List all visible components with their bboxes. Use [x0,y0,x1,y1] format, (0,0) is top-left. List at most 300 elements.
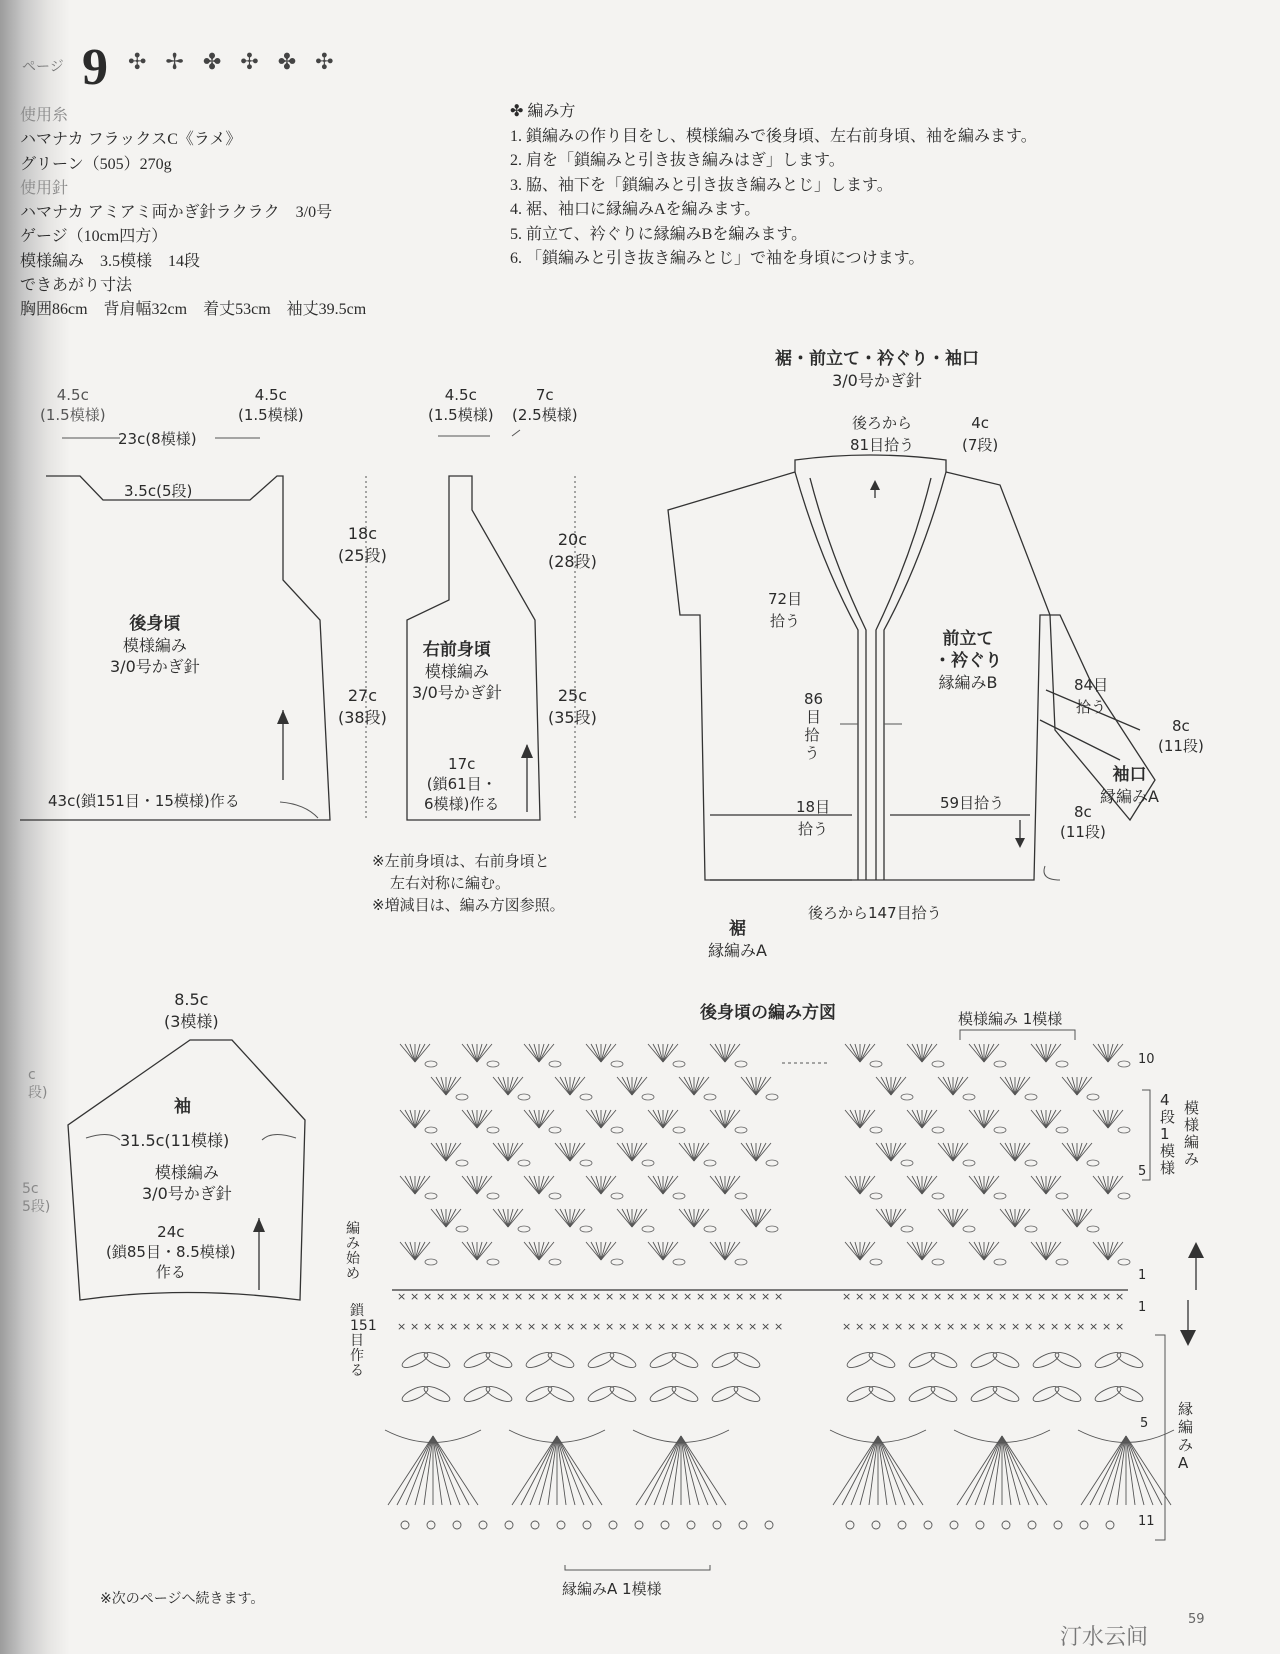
stitch-mark [436,1077,446,1095]
leaf-mark [929,1350,959,1371]
front-neck-width [512,386,578,425]
single-crochet-mark: × [894,1290,904,1303]
leaf-mark [991,1384,1021,1405]
chain-mark [642,1160,654,1166]
band-title: 前立て [942,629,994,649]
chain-mark [1056,1193,1068,1199]
single-crochet-mark: × [972,1320,982,1333]
leaf-mark [732,1350,762,1371]
fan-stitch-mark [521,1436,557,1505]
stitch-mark [694,1209,704,1227]
stitch-mark [467,1110,477,1128]
dim-text: (38段) [338,708,387,727]
chain-mark [487,1259,499,1265]
single-crochet-mark: × [618,1320,628,1333]
hook-label: 3/0号かぎ針 [832,371,922,390]
picot-mark [609,1521,617,1529]
single-crochet-mark: × [1037,1290,1047,1303]
chain-mark [870,1061,882,1067]
cuff-label [1100,764,1159,808]
stitch-mark [974,1176,984,1194]
stitch-mark [922,1242,932,1260]
instruction-step: 2. 肩を「鎖編みと引き抜き編みはぎ」します。 [510,152,845,169]
dim-text: 8.5c [174,990,209,1009]
stitch-mark [694,1143,704,1161]
single-crochet-mark: × [855,1320,865,1333]
stitch-mark [725,1044,735,1062]
stitch-label: 模様編み [122,636,187,655]
single-crochet-mark: × [553,1320,563,1333]
single-crochet-mark: × [592,1320,602,1333]
front-shoulder-width [428,386,494,425]
chain-mark [901,1226,913,1232]
chain-mark [611,1061,623,1067]
single-crochet-mark: × [605,1320,615,1333]
back-neck-depth: 3.5c(5段) [124,482,193,500]
single-crochet-mark: × [842,1320,852,1333]
single-crochet-mark: × [881,1290,891,1303]
stitch-mark [1046,1044,1056,1062]
stitch-mark [1067,1077,1077,1095]
pickup-86 [804,690,823,762]
rows-repeat-label-2: 模様編み [1184,1099,1200,1168]
sleeve-base [106,1222,236,1282]
chain-mark [642,1094,654,1100]
single-crochet-mark: × [644,1320,654,1333]
chain-mark [456,1160,468,1166]
chain-mark [487,1061,499,1067]
continued-note: ※次のページへ続きます。 [100,1591,265,1607]
chain-mark [1056,1061,1068,1067]
up-arrow-icon [521,744,533,758]
single-crochet-mark: × [436,1320,446,1333]
chain-mark [1118,1127,1130,1133]
single-crochet-mark: × [946,1290,956,1303]
stitch-mark [746,1077,756,1095]
chain-mark [456,1094,468,1100]
fan-stitch-mark [984,1436,1002,1505]
back-body-label [110,614,200,677]
edge-repeat-brace [565,1565,710,1570]
flower-icon: ✤ [510,103,524,120]
stitch-mark [1015,1077,1025,1095]
chain-mark [1025,1160,1037,1166]
repeat-brace [960,1030,1075,1040]
picot-mark [1002,1521,1010,1529]
picot-mark [1106,1521,1114,1529]
stitch-mark [974,1242,984,1260]
chain-mark [1118,1193,1130,1199]
stitch-mark [436,1143,446,1161]
stitch-mark [1077,1209,1087,1227]
stitch-mark [529,1242,539,1260]
stitch-mark [746,1209,756,1227]
front-body-label [412,640,502,703]
instruction-step: 3. 脇、袖下を「鎖編みと引き抜き編みとじ」します。 [510,176,893,194]
fan-stitch-mark [397,1436,433,1505]
single-crochet-mark: × [1076,1320,1086,1333]
single-crochet-mark: × [972,1290,982,1303]
chain-mark [673,1127,685,1133]
stitch-mark [539,1176,549,1194]
watermark-text: 汀水云间 [1060,1625,1149,1650]
assembly-title [775,348,979,392]
chain-mark [425,1259,437,1265]
fan-stitch-mark [433,1436,451,1505]
dim-text: 18c [347,524,377,543]
single-crochet-mark: × [1115,1320,1125,1333]
stitch-mark [539,1110,549,1128]
down-arrow-icon [1180,1330,1196,1346]
down-arrow-icon [1015,838,1025,848]
instruction-step: 6. 「鎖編みと引き抜き編みとじ」で袖を身頃につけます。 [510,250,925,267]
stitch-mark [601,1242,611,1260]
stitch-mark [984,1242,994,1260]
note-line: 左右対称に編む。 [390,874,511,892]
stitch-mark [539,1242,549,1260]
fan-stitch-mark [663,1436,681,1505]
stitch-mark [405,1044,415,1062]
stitch-mark [1036,1110,1046,1128]
stitch-mark [601,1110,611,1128]
stitch-mark [684,1143,694,1161]
dim-text: 目 [806,708,822,726]
single-crochet-mark: × [1011,1320,1021,1333]
material-line: ハマナカ アミアミ両かぎ針ラクラク 3/0号 [20,204,333,222]
stitch-mark [529,1044,539,1062]
front-body-title: 右前身頃 [422,640,491,660]
single-crochet-mark: × [436,1290,446,1303]
stitch-mark [591,1044,601,1062]
leaf-mark [546,1384,576,1405]
stitch-mark [632,1143,642,1161]
dim-text: (7段) [962,436,999,454]
hook-label: 3/0号かぎ針 [412,683,502,702]
chain-mark [766,1094,778,1100]
note-line: ※左前身頃は、右前身頃と [372,852,550,870]
chain-mark [766,1160,778,1166]
stitch-mark [1015,1143,1025,1161]
material-line: 胸囲86cm 背肩幅32cm 着丈53cm 袖丈39.5cm [20,301,367,319]
chain-mark [704,1160,716,1166]
single-crochet-mark: × [657,1320,667,1333]
stitch-mark [922,1176,932,1194]
hook-label: 3/0号かぎ針 [110,657,200,676]
up-arrow-icon [277,710,289,724]
single-crochet-mark: × [761,1290,771,1303]
single-crochet-mark: × [709,1290,719,1303]
stitch-mark [653,1242,663,1260]
single-crochet-mark: × [722,1320,732,1333]
dim-text: 5段) [22,1199,51,1215]
dim-text: (鎖61目・ [426,775,497,793]
single-crochet-mark: × [709,1320,719,1333]
stitch-mark [1036,1176,1046,1194]
single-crochet-mark: × [475,1320,485,1333]
row-number: 10 [1138,1052,1155,1067]
chain-mark [425,1193,437,1199]
sleeve-mid-width: 31.5c(11模様) [120,1131,230,1150]
dim-text: (1.5模様) [40,406,106,424]
picot-mark [661,1521,669,1529]
row-number: 1 [1138,1300,1147,1315]
single-crochet-mark: × [907,1290,917,1303]
stitch-mark [405,1110,415,1128]
picot-mark [401,1521,409,1529]
stitch-mark [912,1242,922,1260]
chain-mark [1118,1061,1130,1067]
chain-mark [704,1226,716,1232]
leaf-mark [1053,1384,1083,1405]
stitch-mark [477,1110,487,1128]
stitch-mark [1108,1176,1118,1194]
leaf-mark [484,1384,514,1405]
row-number: 1 [1138,1268,1147,1283]
dim-text: 6模様)作る [424,795,500,813]
stitch-mark [415,1242,425,1260]
edge-label: 縁編みA [1100,787,1159,806]
stitch-mark [1005,1209,1015,1227]
stitch-label: 模様編み [154,1163,219,1182]
dim-text: (25段) [338,546,387,565]
stitch-mark [684,1209,694,1227]
single-crochet-mark: × [657,1290,667,1303]
chain-mark [1025,1226,1037,1232]
dim-text: (1.5模様) [428,406,494,424]
single-crochet-mark: × [985,1320,995,1333]
stitch-mark [922,1044,932,1062]
stitch-mark [622,1077,632,1095]
stitch-mark [1098,1176,1108,1194]
single-crochet-mark: × [959,1290,969,1303]
chain-mark [932,1193,944,1199]
dim-text: (11段) [1060,823,1106,841]
edge-label: 縁編みA [708,941,767,960]
stitch-mark [953,1143,963,1161]
chain-mark [673,1061,685,1067]
single-crochet-mark: × [946,1320,956,1333]
chart-start-label: 編み始め [346,1221,360,1282]
leaf-mark [670,1384,700,1405]
stitch-mark [570,1209,580,1227]
stitch-mark [498,1209,508,1227]
material-line: ハマナカ フラックスC《ラメ》 [20,131,242,149]
stitch-mark [498,1077,508,1095]
chain-mark [994,1259,1006,1265]
sleeve-title: 袖 [174,1097,191,1117]
stitch-mark [1036,1044,1046,1062]
dim-text: 4.5c [254,386,287,404]
fan-stitch-mark [557,1436,575,1505]
stitch-mark [1005,1077,1015,1095]
single-crochet-mark: × [1024,1320,1034,1333]
stitch-mark [1098,1110,1108,1128]
chain-mark [425,1127,437,1133]
single-crochet-mark: × [1011,1290,1021,1303]
chain-mark [1056,1259,1068,1265]
stitch-mark [663,1110,673,1128]
single-crochet-mark: × [683,1290,693,1303]
stitch-mark [1015,1209,1025,1227]
picot-mark [846,1521,854,1529]
leaf-mark [1053,1350,1083,1371]
picot-mark [453,1521,461,1529]
chart-repeat-label: 模様編み 1模様 [958,1010,1063,1028]
single-crochet-mark: × [696,1320,706,1333]
stitch-mark [860,1044,870,1062]
picot-mark [427,1521,435,1529]
chain-mark [487,1193,499,1199]
chain-mark [870,1259,882,1265]
row-number: 5 [1138,1164,1147,1179]
fan-stitch-mark [1108,1436,1126,1505]
picot-mark [765,1521,773,1529]
single-crochet-mark: × [579,1320,589,1333]
chain-mark [994,1127,1006,1133]
stitch-mark [539,1044,549,1062]
pickup-72 [768,588,802,632]
stitch-mark [850,1044,860,1062]
stitch-mark [477,1176,487,1194]
back-shoulder-left-width [40,386,106,425]
dim-text: 作る [155,1263,186,1281]
fan-stitch-mark [1090,1436,1126,1505]
single-crochet-mark: × [748,1320,758,1333]
stitch-mark [891,1209,901,1227]
chain-mark [549,1259,561,1265]
leaf-mark [670,1350,700,1371]
single-crochet-mark: × [881,1320,891,1333]
stitch-label: 模様編み [424,662,489,681]
fan-stitch-mark [433,1436,469,1505]
single-crochet-mark: × [959,1320,969,1333]
chain-mark [673,1193,685,1199]
stitch-mark [405,1242,415,1260]
dim-text: 18目 [796,798,831,816]
stitch-mark [653,1110,663,1128]
stitch-mark [570,1143,580,1161]
single-crochet-mark: × [670,1320,680,1333]
dim-text: c [28,1067,36,1083]
stitch-mark [622,1143,632,1161]
dim-text: 拾う [798,820,829,838]
stitch-mark [715,1110,725,1128]
single-crochet-mark: × [449,1320,459,1333]
stitch-mark [860,1110,870,1128]
row-number: 11 [1138,1514,1155,1529]
sleeve-side-label-b [22,1180,50,1216]
picot-mark [976,1521,984,1529]
stitch-mark [1036,1242,1046,1260]
chain-mark [963,1160,975,1166]
stitch-mark [436,1209,446,1227]
leaf-mark [608,1350,638,1371]
chain-mark [735,1061,747,1067]
chain-mark [549,1193,561,1199]
stitch-mark [1046,1176,1056,1194]
stitch-mark [653,1044,663,1062]
dim-text: 84目 [1074,676,1109,694]
band-title: ・衿ぐり [934,651,1002,671]
stitch-mark [953,1209,963,1227]
single-crochet-mark: × [488,1290,498,1303]
edge-side-label: 縁編みA [1178,1400,1194,1472]
stitch-mark [756,1077,766,1095]
picot-mark [1080,1521,1088,1529]
pickup-18 [796,796,830,840]
single-crochet-mark: × [631,1320,641,1333]
material-line: 模様編み 3.5模様 14段 [20,252,201,270]
picot-mark [950,1521,958,1529]
dim-text: (2.5模様) [512,406,578,424]
stitch-mark [560,1143,570,1161]
stitch-mark [632,1209,642,1227]
single-crochet-mark: × [1063,1320,1073,1333]
fan-stitch-mark [1126,1436,1144,1505]
leaf-mark [484,1350,514,1371]
single-crochet-mark: × [1102,1290,1112,1303]
single-crochet-mark: × [527,1320,537,1333]
picot-mark [505,1521,513,1529]
single-crochet-mark: × [1076,1290,1086,1303]
dim-text: 25c [557,686,587,705]
single-crochet-mark: × [774,1320,784,1333]
stitch-mark [1005,1143,1015,1161]
stitch-mark [694,1077,704,1095]
stitch-mark [508,1209,518,1227]
stitch-mark [850,1176,860,1194]
pickup-84 [1074,674,1108,718]
stitch-mark [860,1242,870,1260]
stitch-mark [684,1077,694,1095]
stitch-mark [601,1176,611,1194]
leaf-mark [1115,1384,1145,1405]
dim-text: 81目拾う [850,436,915,454]
stitch-mark [446,1143,456,1161]
stitch-mark [943,1209,953,1227]
chain-mark [1087,1094,1099,1100]
chain-mark [870,1127,882,1133]
single-crochet-mark: × [475,1290,485,1303]
single-crochet-mark: × [722,1290,732,1303]
stitch-mark [1098,1044,1108,1062]
chain-mark [611,1259,623,1265]
fan-stitch-mark [966,1436,1002,1505]
dim-text: 後ろから [852,414,913,432]
stitch-mark [746,1143,756,1161]
single-crochet-mark: × [735,1290,745,1303]
dim-text: 4.5c [56,386,89,404]
single-crochet-mark: × [985,1290,995,1303]
hem-title: 裾 [728,919,746,939]
stitch-mark [467,1044,477,1062]
material-line: ゲージ（10cm四方） [20,228,168,246]
single-crochet-mark: × [683,1320,693,1333]
leaf-mark [732,1384,762,1405]
chain-mark [932,1259,944,1265]
picot-mark [924,1521,932,1529]
chain-mark [580,1094,592,1100]
back-neck-width: 23c(8模様) [118,430,197,448]
stitch-mark [415,1044,425,1062]
material-line: 使用糸 [20,107,69,124]
stitch-mark [943,1077,953,1095]
stitch-mark [1108,1242,1118,1260]
picot-mark [713,1521,721,1529]
single-crochet-mark: × [933,1320,943,1333]
stitch-mark [1077,1077,1087,1095]
single-crochet-mark: × [1050,1290,1060,1303]
